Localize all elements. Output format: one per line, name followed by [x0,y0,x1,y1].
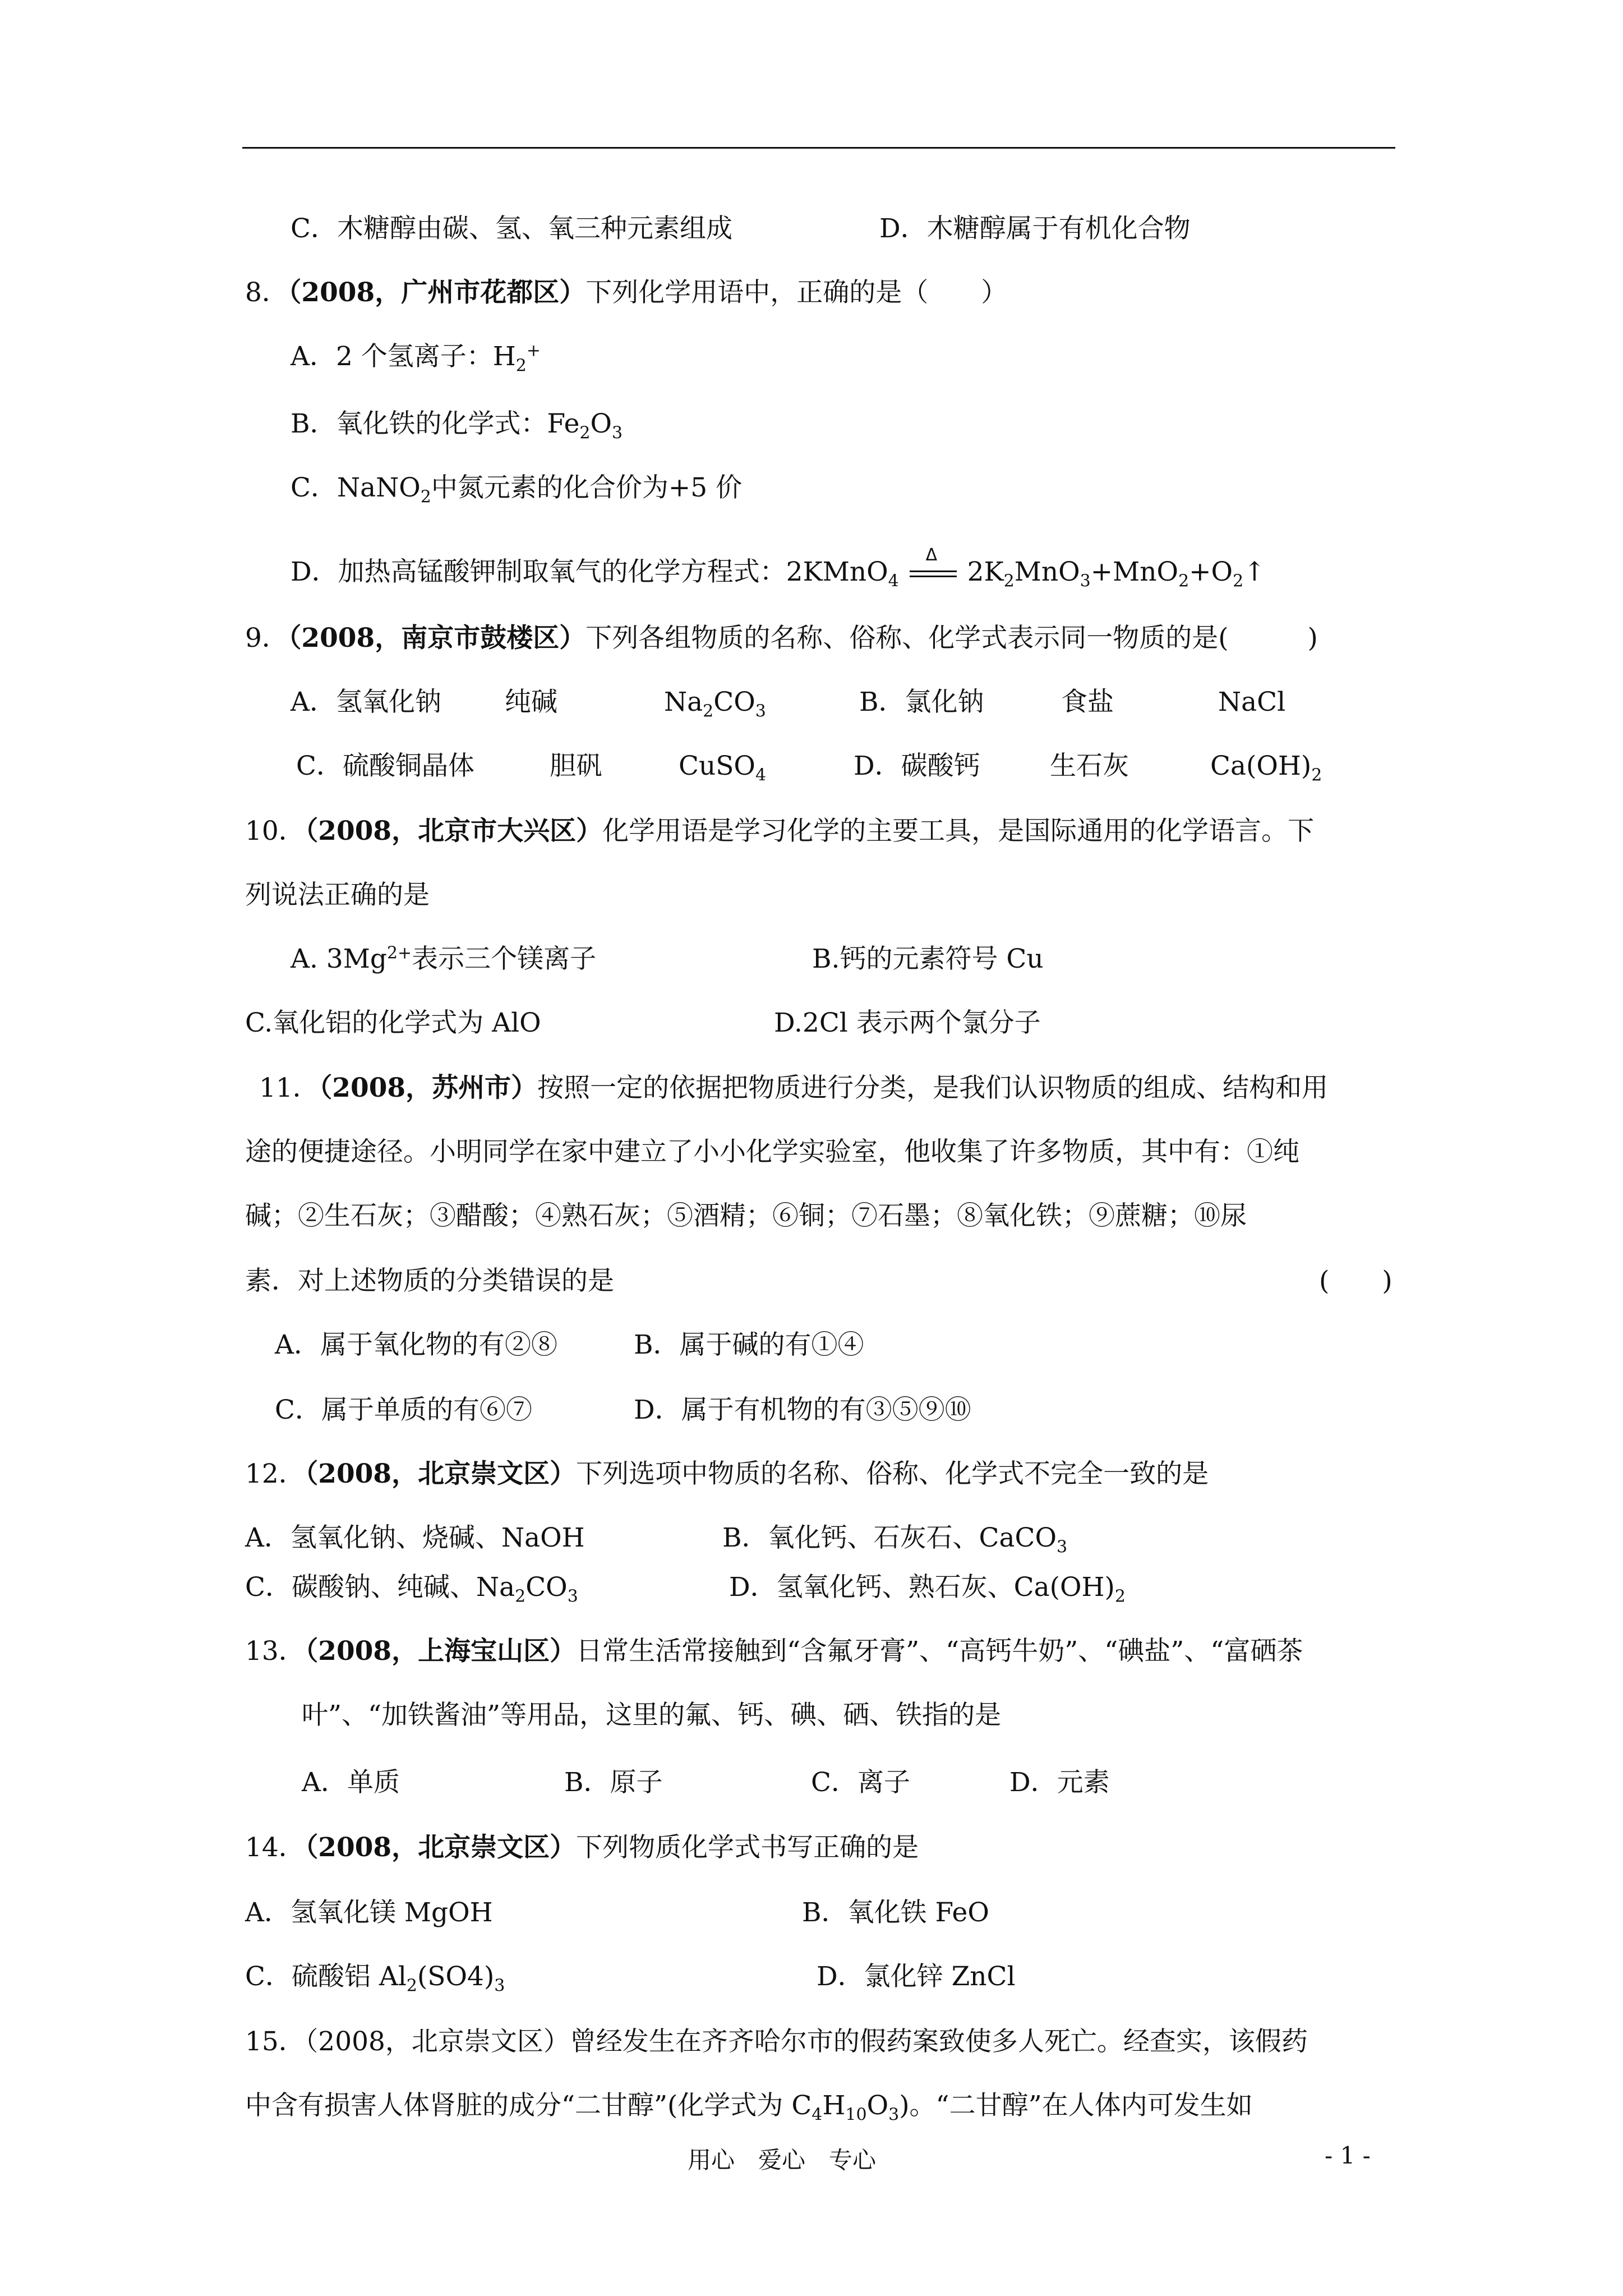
q9-option-b2: 食盐 [1061,687,1114,717]
q11-option-a: A．属于氧化物的有②⑧ [275,1329,557,1360]
q9-option-d1: D．碳酸钙 [854,751,980,781]
q9-option-b1: B．氯化钠 [859,687,984,717]
q11-line-2: 途的便捷途径。小明同学在家中建立了小小化学实验室，他收集了许多物质，其中有：①纯 [245,1137,1299,1167]
reaction-condition: Δ [907,555,959,589]
q7-option-c: C．木糖醇由碳、氢、氧三种元素组成 [291,213,732,244]
q8-option-a: A．2 个氢离子：$H_2^+$ [291,341,541,376]
q11-option-d: D．属于有机物的有③⑤⑨⑩ [634,1395,971,1425]
q9-option-a3: $Na_2CO_3$ [664,687,766,721]
q9-option-c2: 胆矾 [550,751,602,781]
q9-option-a1: A．氢氧化钠 [291,687,441,717]
q12-option-c: C．碳酸钠、纯碱、$Na_2CO_3$ [245,1572,578,1607]
q9-option-c1: C．硫酸铜晶体 [296,751,474,781]
q14-stem: 14．（2008，北京崇文区）下列物质化学式书写正确的是 [245,1832,919,1863]
q9-option-b3: NaCl [1218,687,1286,717]
q10-option-b: B.钙的元素符号 Cu [812,944,1044,974]
q15-line-2: 中含有损害人体肾脏的成分“二甘醇”(化学式为 $C_4H_{10}O_3$)。“二甘醇”在人体内可发生如 [245,2090,1253,2125]
q9-option-d3: $Ca(OH)_2$ [1210,751,1322,785]
q13-option-a: A．单质 [302,1767,400,1798]
q11-line-4: 素．对上述物质的分类错误的是 [245,1266,614,1296]
q9-option-d2: 生石灰 [1050,751,1129,781]
page-number: - 1 - [1325,2142,1371,2169]
q11-option-c: C．属于单质的有⑥⑦ [275,1395,532,1425]
q15-line-1: 15．（2008，北京崇文区）曾经发生在齐齐哈尔市的假药案致使多人死亡。经查实，该假药 [245,2026,1308,2057]
q7-option-d: D．木糖醇属于有机化合物 [879,213,1191,244]
q12-option-a: A．氢氧化钠、烧碱、NaOH [245,1522,585,1553]
q8-option-c: C．NaNO$_2$中氮元素的化合价为+5 价 [291,472,743,507]
q10-option-d: D.2Cl 表示两个氯分子 [774,1007,1041,1038]
header-rule [242,147,1395,149]
q12-option-b: B．氧化钙、石灰石、CaCO$_3$ [722,1522,1068,1557]
q10-stem-cont: 列说法正确的是 [245,880,430,910]
q8-stem: 8．（2008，广州市花都区）下列化学用语中，正确的是（ ） [245,277,1008,308]
q9-option-a2: 纯碱 [505,687,557,717]
q9-option-c3: CuSO$_4$ [679,751,767,785]
q11-line-3: 碱；②生石灰；③醋酸；④熟石灰；⑤酒精；⑥铜；⑦石墨；⑧氧化铁；⑨蔗糖；⑩尿 [245,1200,1247,1231]
q14-option-c: C．硫酸铝 $Al_2(SO4)_3$ [245,1961,505,1996]
q8-option-d: D．加热高锰酸钾制取氧气的化学方程式：2KMnO$_4$ Δ $2K_2MnO_3+MnO_2+O_2↑$ [291,545,1266,591]
q10-option-c: C.氧化铝的化学式为 AlO [245,1007,541,1038]
q12-stem: 12．（2008，北京崇文区）下列选项中物质的名称、俗称、化学式不完全一致的是 [245,1458,1209,1489]
q11-answer-paren: ( ) [1319,1266,1393,1296]
q13-option-d: D．元素 [1009,1767,1110,1798]
q13-option-b: B．原子 [564,1767,663,1798]
q10-stem: 10．（2008，北京市大兴区）化学用语是学习化学的主要工具，是国际通用的化学语言。下 [245,816,1315,846]
q14-option-b: B．氧化铁 FeO [802,1897,989,1928]
q11-stem: 11．（2008，苏州市）按照一定的依据把物质进行分类，是我们认识物质的组成、结构和用 [259,1073,1329,1103]
q8-option-b: B．氧化铁的化学式：$Fe_2O_3$ [291,408,623,443]
footer-motto: 用心 爱心 专心 [688,2146,877,2174]
q14-option-d: D．氯化锌 ZnCl [817,1961,1016,1992]
q14-option-a: A．氢氧化镁 MgOH [245,1897,493,1928]
q12-option-d: D．氢氧化钙、熟石灰、$Ca(OH)_2$ [729,1572,1126,1607]
q11-option-b: B．属于碱的有①④ [634,1329,864,1360]
q13-stem: 13．（2008，上海宝山区）日常生活常接触到“含氟牙膏”、“高钙牛奶”、“碘盐”、“富硒茶 [245,1636,1303,1667]
q9-stem: 9．（2008，南京市鼓楼区）下列各组物质的名称、俗称、化学式表示同一物质的是( ) [245,623,1318,654]
q13-stem-cont: 叶”、“加铁酱油”等用品，这里的氟、钙、碘、硒、铁指的是 [302,1700,1002,1731]
q13-option-c: C．离子 [811,1767,910,1798]
q10-option-a: A. $3Mg^{2+}$表示三个镁离子 [291,943,597,974]
